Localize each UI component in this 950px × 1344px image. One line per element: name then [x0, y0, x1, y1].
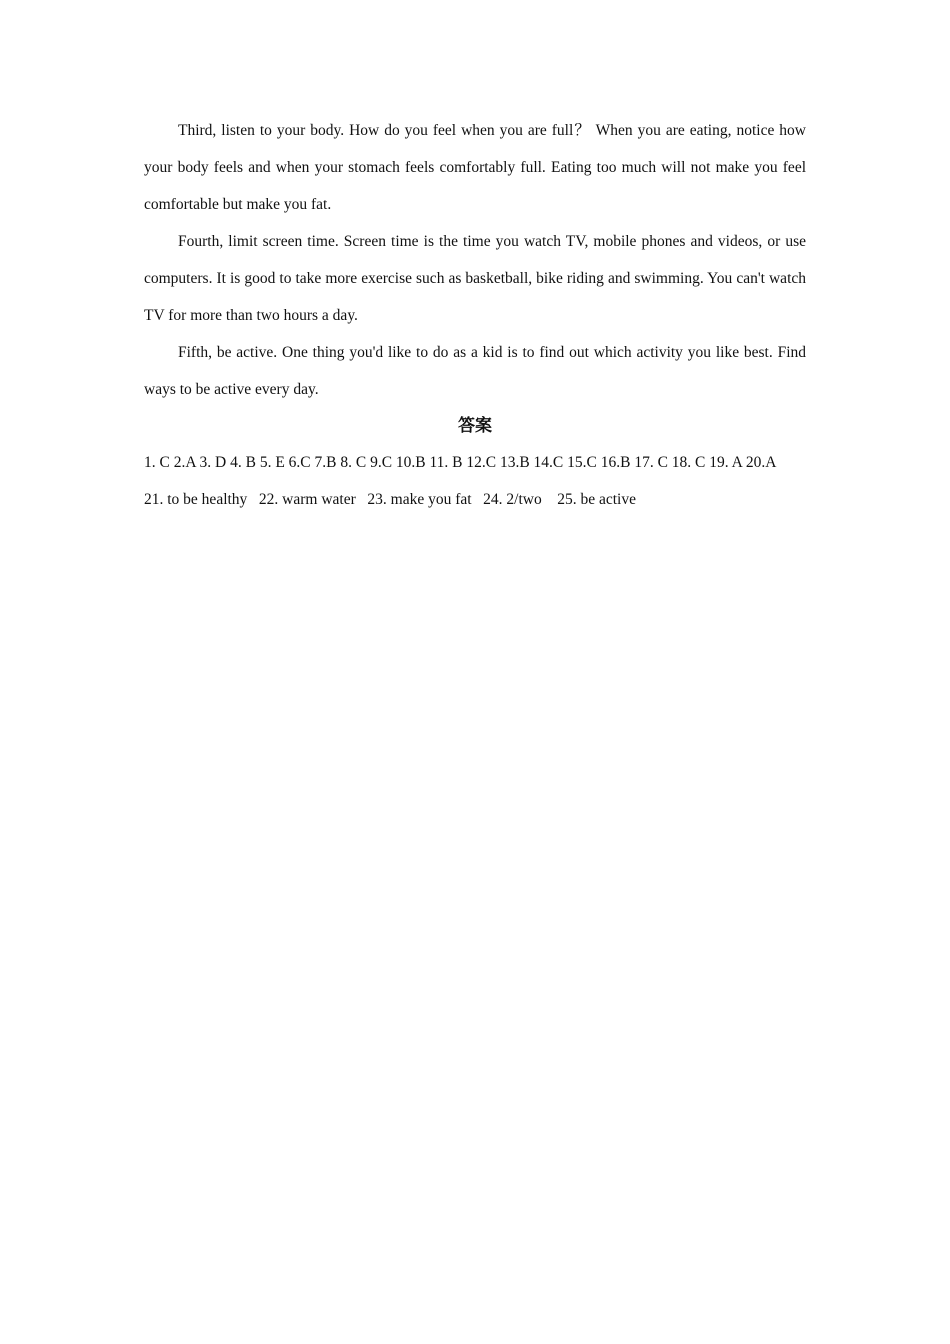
- answer-heading: 答案: [458, 416, 492, 436]
- paragraph-fifth: Fifth, be active. One thing you'd like to do as a kid is to find out which activity you like best. Find ways to be active every day.: [144, 344, 806, 398]
- paragraph-fourth: Fourth, limit screen time. Screen time is the time you watch TV, mobile phones and videos, or use computers. It is good to take more exercise such as basketball, bike riding and swimming. You can't watch TV for more than two hours a day.: [144, 233, 806, 324]
- document-body: [144, 112, 806, 518]
- paragraph-third: Third, listen to your body. How do you feel when you are full？ When you are eating, notice how your body feels and when your stomach feels comfortably full. Eating too much will not make you feel comfortable but make you fat.: [144, 122, 806, 213]
- fill-answers: 21. to be healthy 22. warm water 23. make you fat 24. 2/two 25. be active: [144, 491, 636, 508]
- choice-answers: 1. C 2.A 3. D 4. B 5. E 6.C 7.B 8. C 9.C 10.B 11. B 12.C 13.B 14.C 15.C 16.B 17. C 18. C 19. A 20.A: [144, 454, 777, 471]
